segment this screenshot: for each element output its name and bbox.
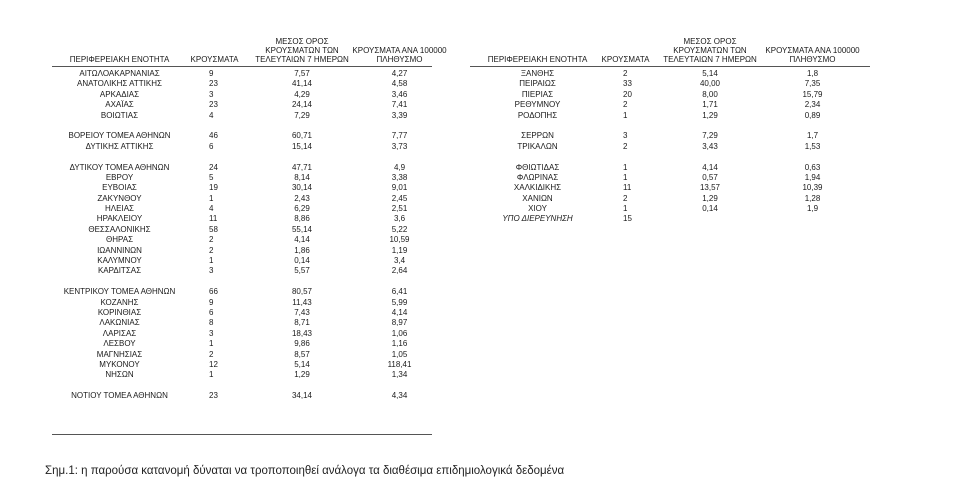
table-row [470, 142, 870, 152]
row-spacer [52, 121, 432, 131]
table-row [470, 204, 870, 214]
table-row [470, 163, 870, 173]
rate-per-100000-cell: 4,14 [391, 307, 408, 317]
table-row [470, 194, 870, 204]
cases-cell: 3 [623, 131, 628, 141]
row-spacer [470, 121, 870, 131]
avg-7days-cell: 47,71 [291, 162, 313, 172]
avg-7days-cell: 5,14 [294, 359, 310, 369]
row-spacer [52, 381, 432, 391]
rate-per-100000-cell: 3,6 [393, 214, 406, 224]
table-row [52, 131, 432, 141]
table-row [470, 69, 870, 79]
table-header [52, 16, 447, 64]
avg-7days-cell: 7,29 [702, 131, 718, 141]
header-cases: ΚΡΟΥΣΜΑΤΑ [190, 55, 239, 64]
region-name-cell: ΧΑΛΚΙΔΙΚΗΣ [513, 183, 562, 193]
table-bottom-divider [52, 434, 432, 435]
rate-per-100000-cell: 118,41 [387, 359, 412, 369]
rate-per-100000-cell: 1,53 [804, 141, 821, 151]
rate-per-100000-cell: 1,34 [391, 370, 408, 380]
cases-cell: 33 [623, 79, 632, 89]
rate-per-100000-cell: 2,64 [391, 266, 408, 276]
cases-cell: 9 [209, 69, 214, 78]
cases-cell: 2 [209, 245, 214, 255]
avg-7days-cell: 8,14 [294, 172, 310, 182]
region-name-cell: ΚΕΝΤΡΙΚΟΥ ΤΟΜΕΑ ΑΘΗΝΩΝ [63, 287, 176, 297]
table-row [52, 318, 432, 328]
header-region: ΠΕΡΙΦΕΡΕΙΑΚΗ ΕΝΟΤΗΤΑ [487, 55, 588, 64]
header-region: ΠΕΡΙΦΕΡΕΙΑΚΗ ΕΝΟΤΗΤΑ [69, 55, 170, 64]
header-rate-per-100000: ΚΡΟΥΣΜΑΤΑ ΑΝΑ 100000 ΠΛΗΘΥΣΜΟ [352, 46, 447, 64]
avg-7days-cell: 18,43 [291, 328, 313, 338]
cases-cell: 24 [209, 162, 218, 172]
table-row [470, 79, 870, 89]
table-row [52, 339, 432, 349]
avg-7days-cell: 41,14 [291, 79, 313, 89]
table-row [52, 214, 432, 224]
table-row [470, 183, 870, 193]
cases-cell: 1 [209, 339, 214, 349]
table-row [52, 90, 432, 100]
table-body [470, 69, 870, 225]
region-name-cell: ΚΟΖΑΝΗΣ [100, 297, 139, 307]
cases-cell: 1 [209, 193, 214, 203]
region-name-cell: ΒΟΙΩΤΙΑΣ [100, 110, 139, 120]
cases-cell: 23 [209, 79, 218, 89]
table-row [52, 266, 432, 276]
region-name-cell: ΦΘΙΩΤΙΔΑΣ [515, 162, 560, 172]
region-name-cell: ΣΕΡΡΩΝ [521, 131, 554, 141]
rate-per-100000-cell: 0,89 [804, 110, 821, 120]
rate-per-100000-cell: 5,22 [391, 224, 408, 234]
region-name-cell: ΗΛΕΙΑΣ [105, 204, 134, 214]
rate-per-100000-cell: 3,4 [393, 256, 406, 266]
avg-7days-cell: 1,86 [294, 245, 310, 255]
region-name-cell: ΜΥΚΟΝΟΥ [99, 359, 140, 369]
table-row [52, 111, 432, 121]
rate-per-100000-cell: 10,39 [802, 183, 823, 193]
region-name-cell: ΠΙΕΡΙΑΣ [521, 89, 554, 99]
region-name-cell: ΗΡΑΚΛΕΙΟΥ [96, 214, 143, 224]
region-name-cell: ΑΧΑΪΑΣ [105, 100, 134, 110]
cases-cell: 6 [209, 141, 214, 151]
avg-7days-cell: 5,14 [702, 69, 718, 78]
rate-per-100000-cell: 8,97 [391, 318, 408, 328]
cases-cell: 20 [623, 89, 632, 99]
avg-7days-cell: 3,43 [702, 141, 718, 151]
region-name-cell: ΤΡΙΚΑΛΩΝ [517, 141, 558, 151]
rate-per-100000-cell: 1,06 [391, 328, 408, 338]
avg-7days-cell: 1,71 [702, 100, 718, 110]
region-name-cell: ΝΗΣΩΝ [105, 370, 134, 380]
table-row [52, 391, 432, 401]
cases-cell: 58 [209, 224, 218, 234]
left-cases-table [52, 16, 447, 436]
rate-per-100000-cell: 7,77 [391, 131, 408, 141]
avg-7days-cell: 8,00 [702, 89, 718, 99]
table-row [52, 287, 432, 297]
avg-7days-cell: 8,71 [294, 318, 310, 328]
table-row [52, 246, 432, 256]
rate-per-100000-cell: 6,41 [391, 287, 408, 297]
rate-per-100000-cell: 2,34 [804, 100, 821, 110]
rate-per-100000-cell: 3,38 [391, 172, 408, 182]
cases-cell: 11 [623, 183, 632, 193]
region-name-cell: ΜΑΓΝΗΣΙΑΣ [96, 349, 143, 359]
rate-per-100000-cell: 1,8 [806, 69, 819, 78]
region-name-cell: ΘΕΣΣΑΛΟΝΙΚΗΣ [88, 224, 151, 234]
avg-7days-cell: 0,57 [702, 172, 718, 182]
region-name-cell: ΑΝΑΤΟΛΙΚΗΣ ΑΤΤΙΚΗΣ [77, 79, 162, 89]
rate-per-100000-cell: 5,99 [391, 297, 408, 307]
region-name-cell: ΝΟΤΙΟΥ ΤΟΜΕΑ ΑΘΗΝΩΝ [71, 391, 168, 401]
row-spacer [52, 152, 432, 162]
region-name-cell: ΘΗΡΑΣ [105, 235, 134, 245]
table-row [52, 370, 432, 380]
rate-per-100000-cell: 9,01 [391, 183, 408, 193]
cases-cell: 1 [209, 370, 214, 380]
table-header [470, 16, 870, 64]
avg-7days-cell: 15,14 [291, 141, 313, 151]
cases-cell: 3 [209, 328, 214, 338]
right-cases-table [470, 16, 870, 256]
table-row [52, 173, 432, 183]
table-row [52, 360, 432, 370]
header-rate-per-100000: ΚΡΟΥΣΜΑΤΑ ΑΝΑ 100000 ΠΛΗΘΥΣΜΟ [765, 46, 860, 64]
cases-cell: 4 [209, 204, 214, 214]
cases-cell: 4 [209, 110, 214, 120]
rate-per-100000-cell: 1,7 [806, 131, 819, 141]
region-name-cell: ΔΥΤΙΚΟΥ ΤΟΜΕΑ ΑΘΗΝΩΝ [69, 162, 170, 172]
cases-cell: 6 [209, 307, 214, 317]
region-name-cell: ΕΥΒΟΙΑΣ [102, 183, 137, 193]
avg-7days-cell: 24,14 [291, 100, 313, 110]
avg-7days-cell: 5,57 [294, 266, 310, 276]
table-row [52, 204, 432, 214]
rate-per-100000-cell: 0,63 [804, 162, 821, 172]
table-row [470, 100, 870, 110]
region-name-cell: ΑΙΤΩΛΟΑΚΑΡΝΑΝΙΑΣ [79, 69, 160, 78]
avg-7days-cell: 7,43 [294, 307, 310, 317]
avg-7days-cell: 4,14 [702, 162, 718, 172]
rate-per-100000-cell: 10,59 [389, 235, 410, 245]
avg-7days-cell: 34,14 [291, 391, 313, 401]
cases-cell: 2 [623, 69, 628, 78]
cases-cell: 3 [209, 266, 214, 276]
avg-7days-cell: 80,57 [291, 287, 313, 297]
cases-cell: 23 [209, 391, 218, 401]
rate-per-100000-cell: 1,9 [806, 204, 819, 214]
table-row [52, 256, 432, 266]
region-name-cell: ΕΒΡΟΥ [105, 172, 134, 182]
table-row [470, 131, 870, 141]
cases-cell: 19 [209, 183, 218, 193]
region-name-cell: ΥΠΟ ΔΙΕΡΕΥΝΗΣΗ [502, 214, 573, 224]
cases-cell: 2 [623, 141, 628, 151]
region-name-cell: ΚΟΡΙΝΘΙΑΣ [97, 307, 142, 317]
rate-per-100000-cell: 7,35 [804, 79, 821, 89]
cases-cell: 3 [209, 89, 214, 99]
avg-7days-cell: 8,86 [294, 214, 310, 224]
region-name-cell: ΡΟΔΟΠΗΣ [517, 110, 558, 120]
rate-per-100000-cell: 4,9 [393, 162, 406, 172]
region-name-cell: ΛΑΚΩΝΙΑΣ [99, 318, 140, 328]
avg-7days-cell: 1,29 [294, 370, 310, 380]
table-row [52, 298, 432, 308]
cases-cell: 1 [623, 204, 628, 214]
cases-cell: 8 [209, 318, 214, 328]
table-row [52, 183, 432, 193]
avg-7days-cell: 1,29 [702, 110, 718, 120]
table-row [52, 142, 432, 152]
header-avg-7days: ΜΕΣΟΣ ΟΡΟΣ ΚΡΟΥΣΜΑΤΩΝ ΤΩΝ ΤΕΛΕΥΤΑΙΩΝ 7 ΗΜΕΡΩΝ [663, 37, 757, 64]
table-row [52, 225, 432, 235]
region-name-cell: ΧΑΝΙΩΝ [522, 193, 553, 203]
table-row [52, 79, 432, 89]
avg-7days-cell: 4,14 [294, 235, 310, 245]
region-name-cell: ΛΕΣΒΟΥ [103, 339, 136, 349]
footnote: Σημ.1: η παρούσα κατανομή δύναται να τροποποιηθεί ανάλογα τα διαθέσιμα επιδημιολογικά δεδομένα [45, 465, 565, 477]
rate-per-100000-cell: 4,58 [391, 79, 408, 89]
region-name-cell: ΒΟΡΕΙΟΥ ΤΟΜΕΑ ΑΘΗΝΩΝ [68, 131, 171, 141]
cases-cell: 1 [209, 256, 214, 266]
avg-7days-cell: 40,00 [699, 79, 721, 89]
table-row [52, 235, 432, 245]
cases-cell: 12 [209, 359, 218, 369]
header-cases: ΚΡΟΥΣΜΑΤΑ [601, 55, 650, 64]
cases-cell: 1 [623, 172, 628, 182]
rate-per-100000-cell: 3,46 [391, 89, 408, 99]
cases-cell: 23 [209, 100, 218, 110]
region-name-cell: ΑΡΚΑΔΙΑΣ [99, 89, 140, 99]
rate-per-100000-cell: 4,27 [391, 69, 408, 78]
table-row [52, 194, 432, 204]
avg-7days-cell: 60,71 [291, 131, 313, 141]
table-row [470, 173, 870, 183]
rate-per-100000-cell: 1,05 [391, 349, 408, 359]
cases-cell: 2 [209, 235, 214, 245]
table-row [52, 163, 432, 173]
region-name-cell: ΖΑΚΥΝΘΟΥ [97, 193, 142, 203]
cases-cell: 15 [623, 214, 632, 224]
rate-per-100000-cell: 15,79 [802, 89, 823, 99]
table-row [470, 214, 870, 224]
avg-7days-cell: 7,29 [294, 110, 310, 120]
rate-per-100000-cell: 1,16 [391, 339, 408, 349]
rate-per-100000-cell: 1,28 [804, 193, 821, 203]
avg-7days-cell: 7,57 [294, 69, 310, 78]
region-name-cell: ΞΑΝΘΗΣ [520, 69, 555, 78]
rate-per-100000-cell: 2,51 [391, 204, 408, 214]
table-row [470, 90, 870, 100]
region-name-cell: ΦΛΩΡΙΝΑΣ [516, 172, 559, 182]
table-row [52, 69, 432, 79]
avg-7days-cell: 0,14 [702, 204, 718, 214]
avg-7days-cell: 1,29 [702, 193, 718, 203]
region-name-cell: ΛΑΡΙΣΑΣ [102, 328, 137, 338]
region-name-cell: ΡΕΘΥΜΝΟΥ [514, 100, 561, 110]
row-spacer [470, 152, 870, 162]
cases-cell: 46 [209, 131, 218, 141]
row-spacer [52, 277, 432, 287]
header-divider [52, 66, 432, 67]
region-name-cell: ΧΙΟΥ [528, 204, 547, 214]
avg-7days-cell: 11,43 [292, 297, 312, 307]
cases-cell: 2 [209, 349, 214, 359]
cases-cell: 9 [209, 297, 214, 307]
region-name-cell: ΚΑΛΥΜΝΟΥ [97, 256, 142, 266]
cases-cell: 2 [623, 100, 628, 110]
header-divider [470, 66, 870, 67]
cases-cell: 5 [209, 172, 214, 182]
rate-per-100000-cell: 3,73 [391, 141, 408, 151]
table-row [52, 100, 432, 110]
cases-cell: 1 [623, 110, 628, 120]
avg-7days-cell: 8,57 [294, 349, 310, 359]
avg-7days-cell: 30,14 [291, 183, 313, 193]
rate-per-100000-cell: 4,34 [391, 391, 408, 401]
avg-7days-cell: 0,14 [294, 256, 310, 266]
avg-7days-cell: 6,29 [294, 204, 310, 214]
table-row [52, 308, 432, 318]
cases-cell: 66 [209, 287, 218, 297]
region-name-cell: ΚΑΡΔΙΤΣΑΣ [97, 266, 142, 276]
rate-per-100000-cell: 1,94 [804, 172, 821, 182]
rate-per-100000-cell: 3,39 [391, 110, 408, 120]
table-row [52, 350, 432, 360]
region-name-cell: ΠΕΙΡΑΙΩΣ [519, 79, 556, 89]
cases-cell: 1 [623, 162, 628, 172]
avg-7days-cell: 9,86 [294, 339, 310, 349]
rate-per-100000-cell: 7,41 [391, 100, 408, 110]
avg-7days-cell: 4,29 [294, 89, 310, 99]
region-name-cell: ΙΩΑΝΝΙΝΩΝ [97, 245, 142, 255]
cases-cell: 11 [209, 214, 218, 224]
avg-7days-cell: 55,14 [291, 224, 313, 234]
header-avg-7days: ΜΕΣΟΣ ΟΡΟΣ ΚΡΟΥΣΜΑΤΩΝ ΤΩΝ ΤΕΛΕΥΤΑΙΩΝ 7 ΗΜΕΡΩΝ [255, 37, 349, 64]
region-name-cell: ΔΥΤΙΚΗΣ ΑΤΤΙΚΗΣ [85, 141, 154, 151]
table-row [52, 329, 432, 339]
avg-7days-cell: 13,57 [699, 183, 721, 193]
table-row [470, 111, 870, 121]
cases-cell: 2 [623, 193, 628, 203]
avg-7days-cell: 2,43 [294, 193, 310, 203]
table-body [52, 69, 432, 402]
rate-per-100000-cell: 1,19 [391, 245, 408, 255]
rate-per-100000-cell: 2,45 [391, 193, 408, 203]
